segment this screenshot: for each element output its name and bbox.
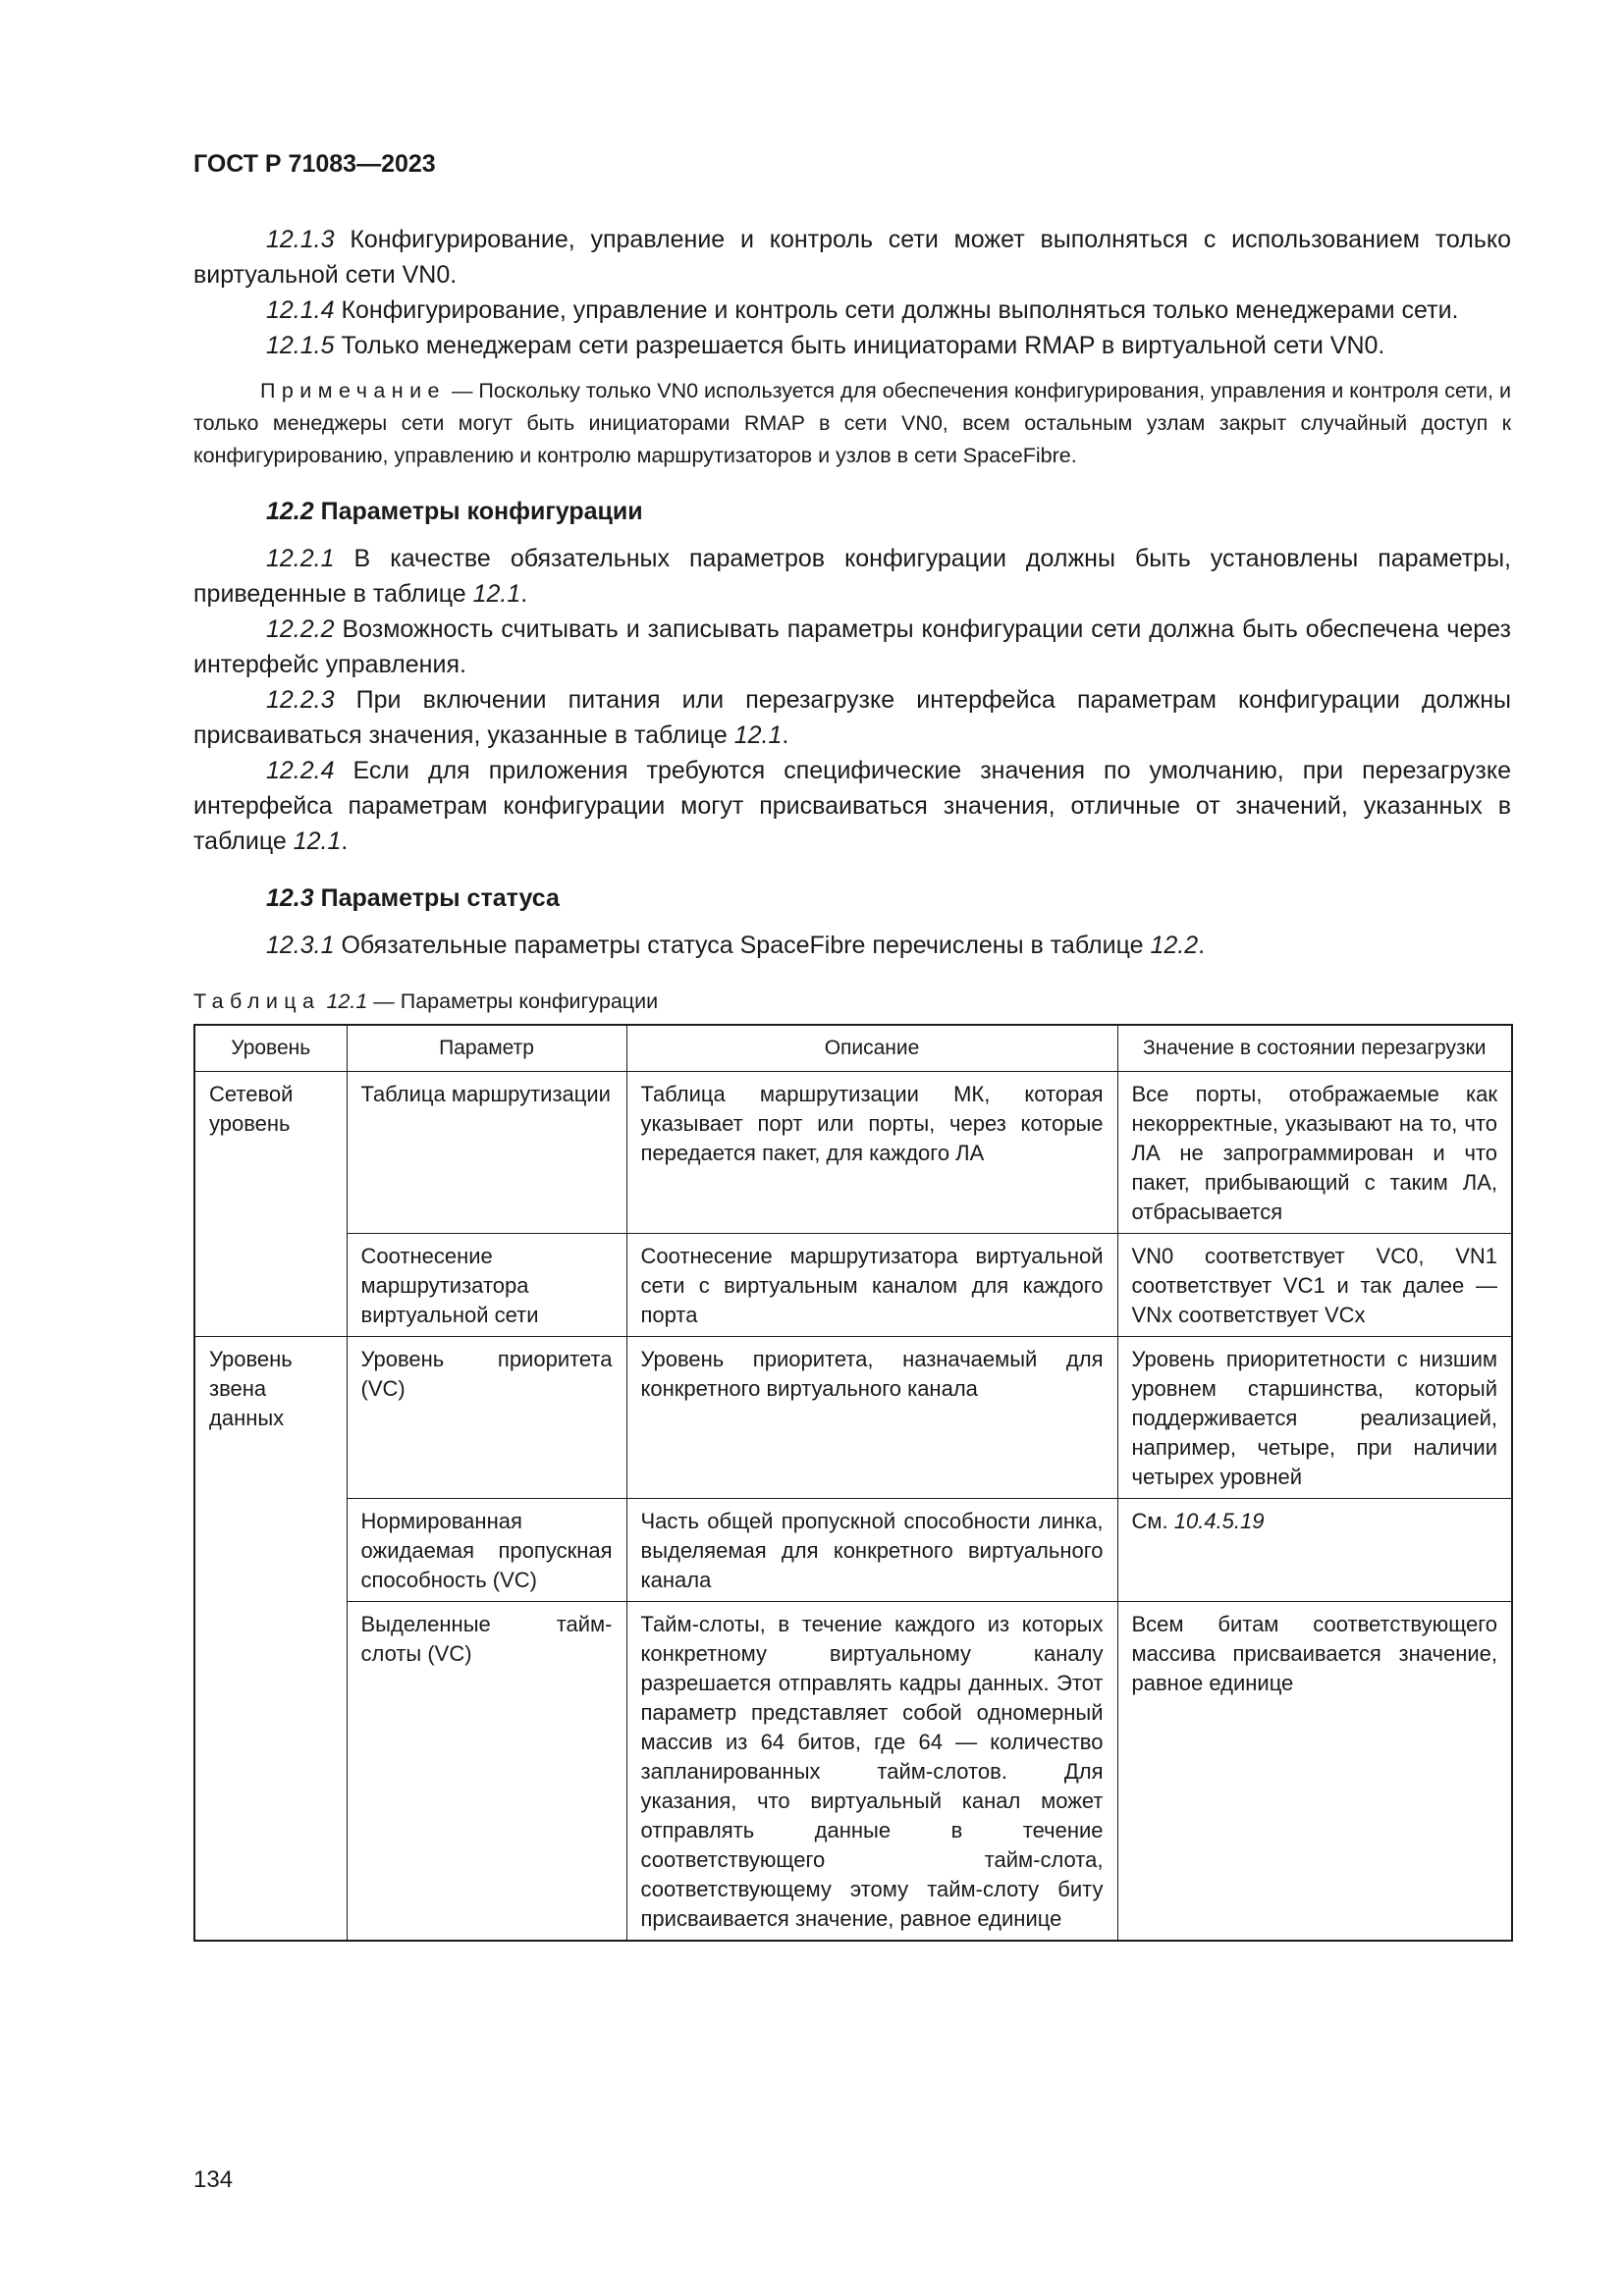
- description-cell: Соотнесение маршрутизатора виртуальной сети с виртуальным каналом для каждого порта: [626, 1234, 1117, 1337]
- column-header-reset-value: Значение в состоянии перезагрузки: [1117, 1025, 1512, 1072]
- clause-reference: 10.4.5.19: [1173, 1509, 1265, 1533]
- table-header-row: [194, 1025, 1512, 1072]
- config-parameters-table: [193, 1024, 1513, 1942]
- paragraph-12-2-1: [193, 541, 1511, 612]
- clause-number: 12.2.3: [266, 686, 335, 714]
- reset-value-cell: [1117, 1499, 1512, 1602]
- table-row: [194, 1337, 1512, 1499]
- table-reference: 12.1: [472, 580, 521, 608]
- section-heading-12-2: [193, 494, 1511, 529]
- clause-text: Возможность считывать и записывать параметры конфигурации сети должна быть обеспечена через интерфейс управления.: [193, 615, 1511, 678]
- clause-number: 12.1.3: [266, 226, 335, 253]
- column-header-level: Уровень: [194, 1025, 347, 1072]
- note: [193, 375, 1511, 472]
- reset-value-cell: Всем битам соответствующего массива присваивается значение, равное единице: [1117, 1602, 1512, 1942]
- clause-text: В качестве обязательных параметров конфигурации должны быть установлены параметры, приведенные в таблице: [193, 545, 1511, 608]
- note-label: Примечание: [260, 379, 446, 402]
- section-number: 12.2: [266, 498, 314, 525]
- reset-value-cell: Все порты, отображаемые как некорректные, указывают на то, что ЛА не запрограммирован и что пакет, прибывающий с таким ЛА, отбрасывается: [1117, 1072, 1512, 1234]
- clause-number: 12.2.1: [266, 545, 335, 572]
- section-title: Параметры статуса: [320, 884, 560, 912]
- paragraph-12-1-3: [193, 222, 1511, 293]
- clause-text: Конфигурирование, управление и контроль сети должны выполняться только менеджерами сети.: [341, 296, 1459, 324]
- parameter-cell: Таблица маршрутизации: [347, 1072, 626, 1234]
- paragraph-12-2-4: [193, 753, 1511, 859]
- clause-number: 12.1.5: [266, 332, 335, 359]
- table-row: [194, 1602, 1512, 1942]
- reset-value-cell: VN0 соответствует VC0, VN1 соответствует VC1 и так далее — VNx соответствует VCx: [1117, 1234, 1512, 1337]
- column-header-parameter: Параметр: [347, 1025, 626, 1072]
- description-cell: Уровень приоритета, назначаемый для конкретного виртуального канала: [626, 1337, 1117, 1499]
- table-reference: 12.2: [1150, 932, 1199, 959]
- clause-end: .: [520, 580, 528, 608]
- clause-end: .: [341, 828, 349, 855]
- table-row: [194, 1499, 1512, 1602]
- reset-value-cell: Уровень приоритетности с низшим уровнем старшинства, который поддерживается реализацией, например, четыре, при наличии четырех уровней: [1117, 1337, 1512, 1499]
- clause-text: При включении питания или перезагрузке интерфейса параметрам конфигурации должны присваиваться значения, указанные в таблице: [193, 686, 1511, 749]
- page-content: [193, 222, 1511, 1942]
- paragraph-12-2-3: [193, 682, 1511, 753]
- table-row: [194, 1072, 1512, 1234]
- level-cell-data-link: Уровень звена данных: [194, 1337, 347, 1942]
- clause-number: 12.1.4: [266, 296, 335, 324]
- see-prefix: См.: [1131, 1509, 1174, 1533]
- clause-text: Если для приложения требуются специфические значения по умолчанию, при перезагрузке интерфейса параметрам конфигурации могут присваиваться значения, отличные от значений, указанных в таблице: [193, 757, 1511, 855]
- clause-text: Обязательные параметры статуса SpaceFibre перечислены в таблице: [341, 932, 1151, 959]
- description-cell: Таблица маршрутизации МК, которая указывает порт или порты, через которые передается пакет, для каждого ЛА: [626, 1072, 1117, 1234]
- parameter-cell: Уровень приоритета (VC): [347, 1337, 626, 1499]
- level-cell-network: Сетевой уровень: [194, 1072, 347, 1337]
- note-text: — Поскольку только VN0 используется для обеспечения конфигурирования, управления и контроля сети, и только менеджеры сети могут быть инициаторами RMAP в сети VN0, всем остальным узлам закрыт случайный доступ к конфигурированию, управлению и контролю маршрутизаторов и узлов в сети SpaceFibre.: [193, 379, 1511, 467]
- table-caption-label: Таблица: [193, 989, 321, 1013]
- section-number: 12.3: [266, 884, 314, 912]
- section-title: Параметры конфигурации: [320, 498, 643, 525]
- table-caption-number: 12.1: [326, 989, 368, 1013]
- clause-text: Конфигурирование, управление и контроль сети может выполняться с использованием только виртуальной сети VN0.: [193, 226, 1511, 289]
- clause-end: .: [1198, 932, 1206, 959]
- description-cell: Тайм-слоты, в течение каждого из которых конкретному виртуальному каналу разрешается отправлять кадры данных. Этот параметр представляет собой одномерный массив из 64 битов, где 64 — количество запланированных тайм-слотов. Для указания, что виртуальный канал может отправлять данные в течение соответствующего тайм-слота, соответствующему этому тайм-слоту биту присваивается значение, равное единице: [626, 1602, 1117, 1942]
- table-reference: 12.1: [293, 828, 342, 855]
- clause-text: Только менеджерам сети разрешается быть инициаторами RMAP в виртуальной сети VN0.: [341, 332, 1385, 359]
- standard-header: ГОСТ Р 71083—2023: [193, 150, 436, 178]
- description-cell: Часть общей пропускной способности линка, выделяемая для конкретного виртуального канала: [626, 1499, 1117, 1602]
- paragraph-12-1-5: [193, 328, 1511, 363]
- table-caption: [193, 987, 1511, 1016]
- parameter-cell: Выделенные тайм-слоты (VC): [347, 1602, 626, 1942]
- column-header-description: Описание: [626, 1025, 1117, 1072]
- table-caption-text: — Параметры конфигурации: [373, 989, 659, 1013]
- page-number: 134: [193, 2166, 234, 2193]
- section-heading-12-3: [193, 881, 1511, 916]
- paragraph-12-3-1: [193, 928, 1511, 963]
- table-reference: 12.1: [733, 721, 783, 749]
- clause-end: .: [782, 721, 789, 749]
- clause-number: 12.3.1: [266, 932, 335, 959]
- clause-number: 12.2.2: [266, 615, 335, 643]
- parameter-cell: Нормированная ожидаемая пропускная способность (VC): [347, 1499, 626, 1602]
- paragraph-12-2-2: [193, 612, 1511, 682]
- table-row: [194, 1234, 1512, 1337]
- parameter-cell: Соотнесение маршрутизатора виртуальной сети: [347, 1234, 626, 1337]
- paragraph-12-1-4: [193, 293, 1511, 328]
- clause-number: 12.2.4: [266, 757, 335, 784]
